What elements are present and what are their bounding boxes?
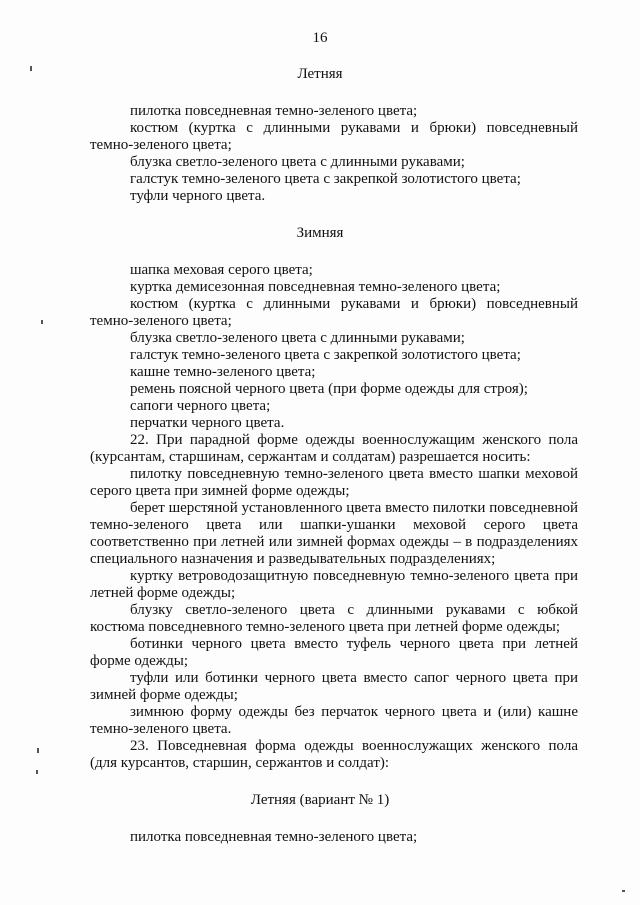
scan-speck	[36, 770, 38, 774]
text-line: 22. При парадной форме одежды военнослужащим женского пола	[130, 432, 578, 448]
text-line: зимнюю форму одежды без перчаток черного цвета и (или) кашне	[130, 704, 578, 720]
text-line: темно-зеленого цвета;	[90, 137, 232, 153]
heading-winter: Зимняя	[296, 225, 344, 241]
text-line: костюма повседневного темно-зеленого цвета при летней форме одежды;	[90, 619, 560, 635]
text-line: куртка демисезонная повседневная темно-зеленого цвета;	[130, 279, 501, 295]
text-line: туфли или ботинки черного цвета вместо сапог черного цвета при	[130, 670, 578, 686]
scan-speck	[30, 66, 32, 71]
scan-speck	[41, 320, 43, 324]
text-line: пилотку повседневную темно-зеленого цвета вместо шапки меховой	[130, 466, 578, 482]
text-line: ремень поясной черного цвета (при форме одежды для строя);	[130, 381, 528, 397]
text-line: ботинки черного цвета вместо туфель черного цвета при летней	[130, 636, 578, 652]
text-line: перчатки черного цвета.	[130, 415, 285, 431]
text-line: берет шерстяной установленного цвета вместо пилотки повседневной	[130, 500, 578, 516]
text-line: пилотка повседневная темно-зеленого цвета;	[130, 829, 418, 845]
text-line: специального назначения и разведывательных подразделениях;	[90, 551, 496, 567]
text-line: блузку светло-зеленого цвета с длинными рукавами с юбкой	[130, 602, 578, 618]
text-line: (курсантам, старшинам, сержантам и солдатам) разрешается носить:	[90, 449, 531, 465]
text-line: костюм (куртка с длинными рукавами и брюки) повседневный	[130, 296, 578, 312]
text-line: темно-зеленого цвета.	[90, 721, 232, 737]
text-line: (для курсантов, старшин, сержантов и солдат):	[90, 755, 390, 771]
text-line: зимней форме одежды;	[90, 687, 238, 703]
text-line: туфли черного цвета.	[130, 188, 266, 204]
text-line: 23. Повседневная форма одежды военнослужащих женского пола	[130, 738, 578, 754]
text-line: сапоги черного цвета;	[130, 398, 271, 414]
scan-speck	[622, 890, 625, 892]
page-number: 16	[312, 30, 328, 46]
text-line: куртку ветроводозащитную повседневную темно-зеленого цвета при	[130, 568, 578, 584]
text-line: шапка меховая серого цвета;	[130, 262, 313, 278]
text-line: летней форме одежды;	[90, 585, 236, 601]
scan-speck	[37, 748, 39, 753]
heading-summer-variant-1: Летняя (вариант № 1)	[250, 792, 390, 808]
text-line: серого цвета при зимней форме одежды;	[90, 483, 350, 499]
text-line: кашне темно-зеленого цвета;	[130, 364, 316, 380]
text-line: костюм (куртка с длинными рукавами и брюки) повседневный	[130, 120, 578, 136]
text-line: галстук темно-зеленого цвета с закрепкой золотистого цвета;	[130, 171, 521, 187]
text-line: блузка светло-зеленого цвета с длинными рукавами;	[130, 154, 465, 170]
text-line: пилотка повседневная темно-зеленого цвета;	[130, 103, 418, 119]
text-line: блузка светло-зеленого цвета с длинными рукавами;	[130, 330, 465, 346]
text-line: темно-зеленого цвета;	[90, 313, 232, 329]
text-line: темно-зеленого цвета или шапки-ушанки меховой серого цвета	[90, 517, 578, 533]
heading-summer: Летняя	[297, 66, 343, 82]
text-line: форме одежды;	[90, 653, 188, 669]
text-line: соответственно при летней или зимней формах одежды – в подразделениях	[90, 534, 578, 550]
text-line: галстук темно-зеленого цвета с закрепкой золотистого цвета;	[130, 347, 521, 363]
